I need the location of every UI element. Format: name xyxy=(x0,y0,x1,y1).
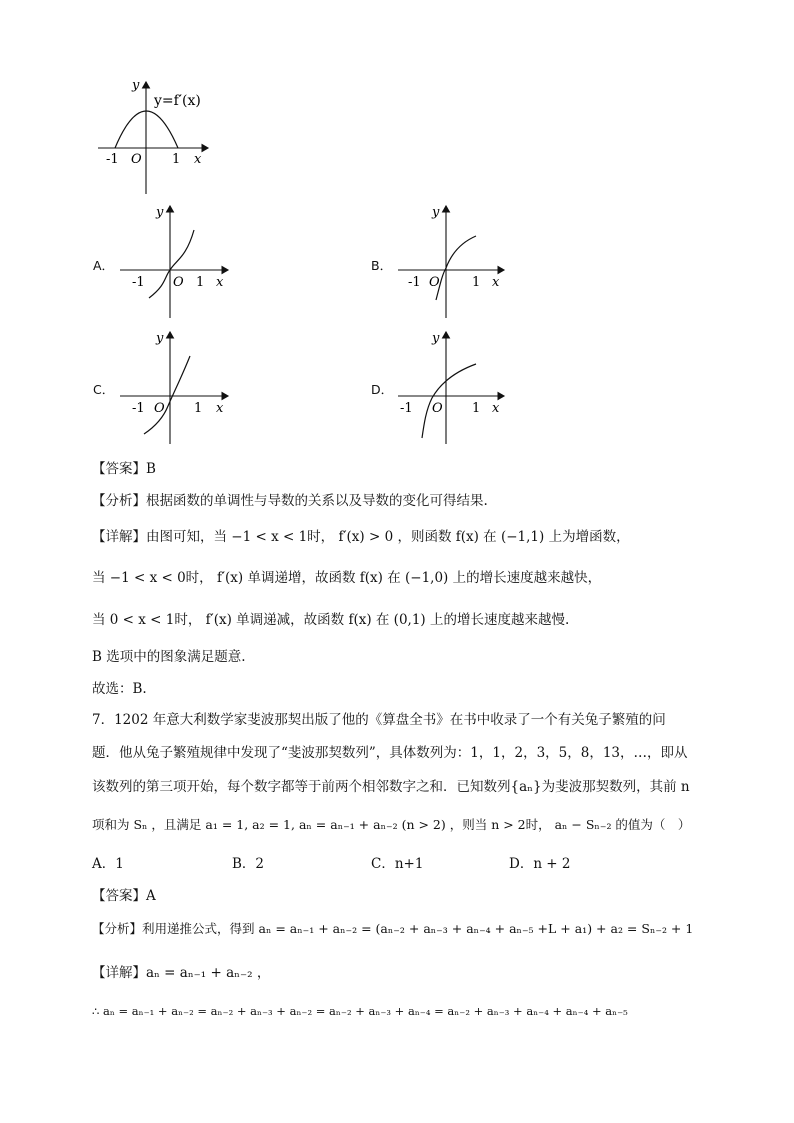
q7-stem-line-2: 题．他从兔子繁殖规律中发现了“斐波那契数列”，具体数列为：1，1，2，3，5，8，13，…，即从 xyxy=(92,745,688,761)
y-axis-label: y xyxy=(156,331,164,346)
option-b-curve xyxy=(436,236,476,300)
analysis-text: 根据函数的单调性与导数的关系以及导数的变化可得结果. xyxy=(146,493,488,509)
option-a-label: A． xyxy=(93,258,115,273)
tick-neg-one: -1 xyxy=(400,401,413,416)
q6-analysis xyxy=(92,489,488,509)
answer-tag: 【答案】 xyxy=(92,461,146,477)
tick-one: 1 xyxy=(196,275,205,290)
q7-analysis xyxy=(92,919,693,937)
q7-detail-line-2: ∴ aₙ = aₙ₋₁ + aₙ₋₂ = aₙ₋₂ + aₙ₋₃ + aₙ₋₂ = aₙ₋₂ + aₙ₋₃ + aₙ₋₄ = aₙ₋₂ + aₙ₋₃ + aₙ₋₄ + aₙ₋₄ + aₙ₋₅ xyxy=(92,1004,628,1018)
option-c-curve xyxy=(144,356,190,434)
answer-tag: 【答案】 xyxy=(92,888,146,904)
option-a-curve xyxy=(149,230,194,298)
y-axis-label: y xyxy=(132,78,140,93)
option-d-label: D． xyxy=(371,382,394,397)
q7-stem-line-4: 项和为 Sₙ ，且满足 a₁ = 1, a₂ = 1, aₙ = aₙ₋₁ + aₙ₋₂ (n > 2) ，则当 n > 2时， aₙ − Sₙ₋₂ 的值为（ ） xyxy=(92,817,691,832)
y-axis-label: y xyxy=(432,205,440,220)
analysis-tag: 【分析】 xyxy=(92,921,143,936)
x-axis-label: x xyxy=(194,152,202,167)
q6-answer xyxy=(92,457,156,477)
option-c-graph xyxy=(116,326,240,446)
y-axis-label: y xyxy=(432,331,440,346)
x-axis-label: x xyxy=(216,275,224,290)
option-a-graph xyxy=(116,200,240,320)
tick-one: 1 xyxy=(172,152,181,167)
tick-neg-one: -1 xyxy=(132,401,145,416)
q6-detail-line-1 xyxy=(92,525,630,545)
derivative-graph xyxy=(90,70,220,200)
tick-neg-one: -1 xyxy=(106,152,119,167)
q7-detail-line-1 xyxy=(92,961,270,981)
detail-tag: 【详解】 xyxy=(92,529,146,545)
detail-tag: 【详解】 xyxy=(92,965,146,981)
x-axis-label: x xyxy=(492,401,500,416)
analysis-text: 利用递推公式，得到 aₙ = aₙ₋₁ + aₙ₋₂ = (aₙ₋₂ + aₙ₋₃ + aₙ₋₄ + aₙ₋₅ +L + a₁) + a₂ = Sₙ₋₂ + 1 xyxy=(142,921,694,936)
q6-detail-line-3: 当 0 < x < 1时， f′(x) 单调递减，故函数 f(x) 在 (0,1) 上的增长速度越来越慢. xyxy=(92,612,570,628)
origin-label: O xyxy=(154,401,165,416)
origin-label: O xyxy=(432,401,443,416)
tick-one: 1 xyxy=(472,401,481,416)
q7-choice-d: D．n + 2 xyxy=(509,856,571,872)
detail-text: aₙ = aₙ₋₁ + aₙ₋₂ ， xyxy=(146,965,271,981)
option-c-label: C． xyxy=(93,382,115,397)
tick-one: 1 xyxy=(194,401,203,416)
answer-value: B xyxy=(146,461,156,477)
x-axis-label: x xyxy=(216,401,224,416)
detail-text: 由图可知，当 −1 < x < 1时， f′(x) > 0 ，则函数 f(x) 在 (−1,1) 上为增函数， xyxy=(146,529,630,545)
q7-stem-line-3: 该数列的第三项开始，每个数字都等于前两个相邻数字之和．已知数列{aₙ}为斐波那契数列，其前 n xyxy=(92,779,690,795)
option-b-graph xyxy=(392,200,516,320)
q7-choice-a: A．1 xyxy=(92,856,124,872)
tick-neg-one: -1 xyxy=(408,275,421,290)
curve-label: y=f′(x) xyxy=(154,93,201,109)
origin-label: O xyxy=(173,275,184,290)
q7-answer xyxy=(92,884,156,904)
tick-one: 1 xyxy=(472,275,481,290)
origin-label: O xyxy=(131,152,142,167)
option-d-curve xyxy=(422,364,476,438)
q6-detail-line-2: 当 −1 < x < 0时， f′(x) 单调递增，故函数 f(x) 在 (−1,0) 上的增长速度越来越快， xyxy=(92,570,602,586)
tick-neg-one: -1 xyxy=(132,275,145,290)
option-b-label: B． xyxy=(371,258,393,273)
q6-choose: 故选：B. xyxy=(92,681,147,697)
origin-label: O xyxy=(429,275,440,290)
analysis-tag: 【分析】 xyxy=(92,493,146,509)
q7-choice-c: C．n+1 xyxy=(371,856,424,872)
answer-value: A xyxy=(146,888,156,904)
option-d-graph xyxy=(392,326,516,446)
q7-choice-b: B．2 xyxy=(232,856,265,872)
q6-conclusion: B 选项中的图象满足题意. xyxy=(92,649,246,665)
q7-stem-line-1: 7．1202 年意大利数学家斐波那契出版了他的《算盘全书》在书中收录了一个有关兔子繁殖的问 xyxy=(92,712,666,728)
x-axis-label: x xyxy=(492,275,500,290)
y-axis-label: y xyxy=(156,205,164,220)
